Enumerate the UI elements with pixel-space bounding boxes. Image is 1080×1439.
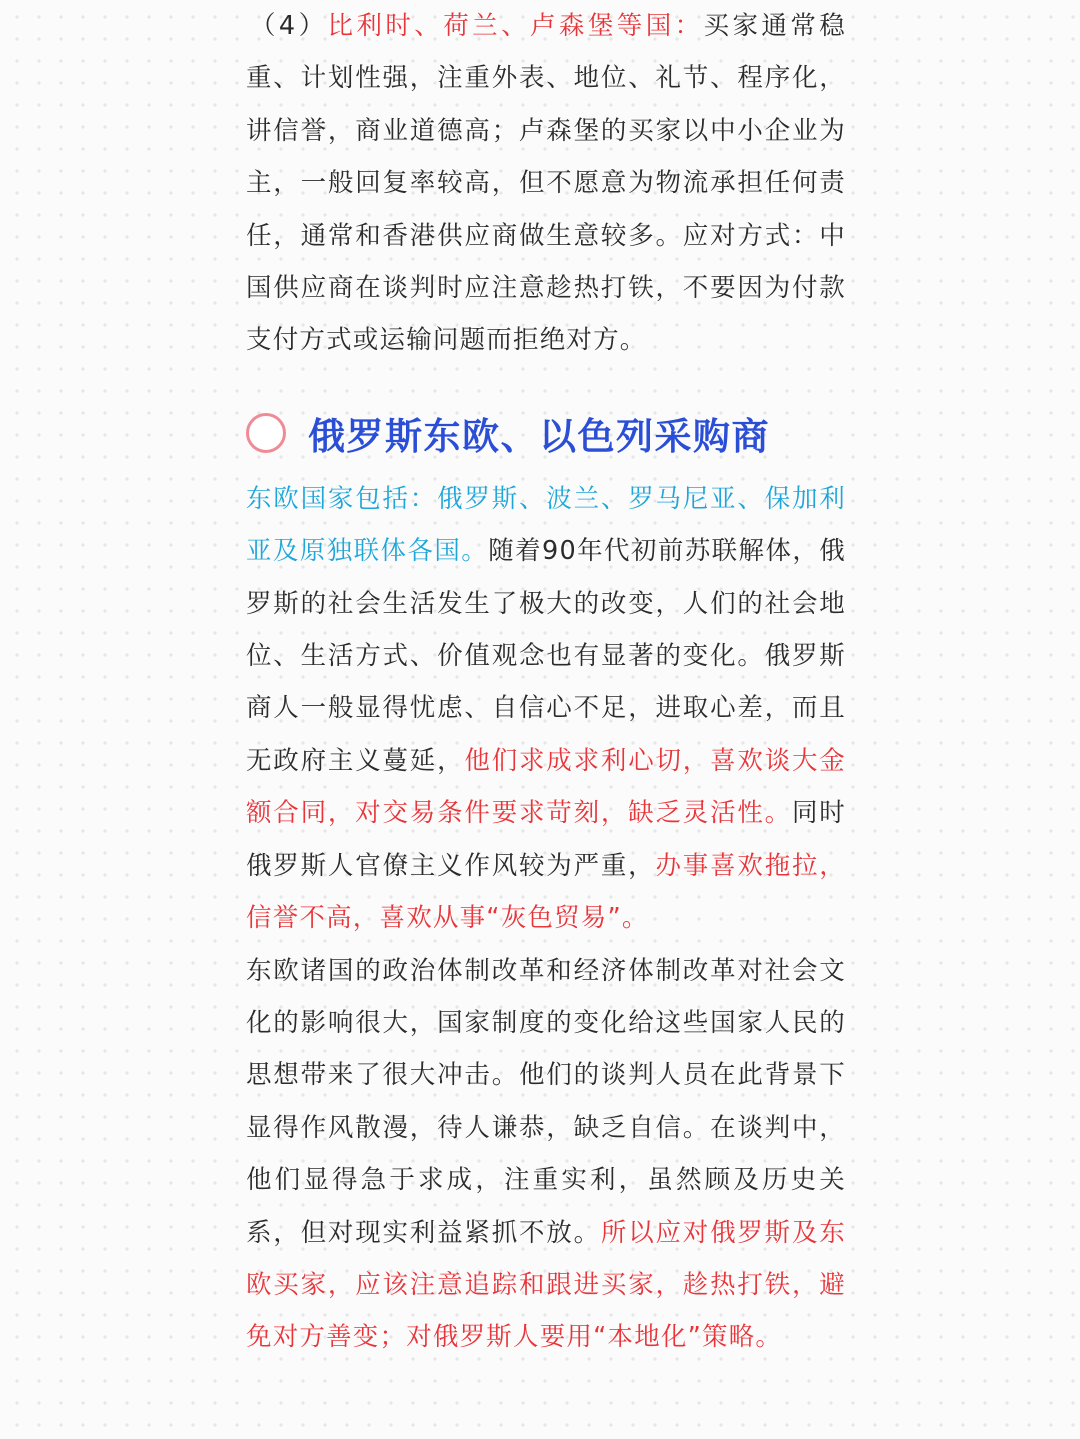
paragraph-eastern-europe xyxy=(246,473,846,945)
paragraph-text: 随着90年代初前苏联解体，俄罗斯的社会生活发生了极大的改变，人们的社会地位、生活方式、价值观念也有显著的变化。俄罗斯商人一般显得忧虑、自信心不足，进取心差，而且无政府主义蔓延， xyxy=(246,536,846,776)
highlight-text: 所以应对俄罗斯及东欧买家，应该注意追踪和跟进买家，趁热打铁，避免对方善变；对俄罗斯人要用“本地化”策略。 xyxy=(246,1217,846,1353)
highlight-text: 办事喜欢拖拉，信誉不高，喜欢从事“灰色贸易”。 xyxy=(246,850,846,934)
highlight-text: 他们求成求利心切，喜欢谈大金额合同，对交易条件要求苛刻，缺乏灵活性。 xyxy=(246,745,846,829)
highlight-countries: 比利时、荷兰、卢森堡等国： xyxy=(327,11,704,41)
paragraph-text: 同时俄罗斯人官僚主义作风较为严重， xyxy=(246,798,846,881)
section-heading xyxy=(246,403,846,463)
highlight-countries-list: 东欧国家包括：俄罗斯、波兰、罗马尼亚、保加利亚及原独联体各国。 xyxy=(246,483,846,567)
section-title: 俄罗斯东欧、以色列采购商 xyxy=(308,414,770,458)
paragraph-political-reform xyxy=(246,945,846,1364)
item-number: （4） xyxy=(250,11,328,41)
paragraph-benelux xyxy=(246,0,846,367)
article-content xyxy=(246,0,846,1364)
circle-outline-icon xyxy=(246,413,286,453)
paragraph-text: 东欧诸国的政治体制改革和经济体制改革对社会文化的影响很大，国家制度的变化给这些国家人民的思想带来了很大冲击。他们的谈判人员在此背景下显得作风散漫，待人谦恭，缺乏自信。在谈判中，他们显得急于求成，注重实利，虽然顾及历史关系，但对现实利益紧抓不放。 xyxy=(246,955,846,1248)
paragraph-text: 买家通常稳重、计划性强，注重外表、地位、礼节、程序化，讲信誉，商业道德高；卢森堡的买家以中小企业为主，一般回复率较高，但不愿意为物流承担任何责任，通常和香港供应商做生意较多。应对方式：中国供应商在谈判时应注意趁热打铁，不要因为付款支付方式或运输问题而拒绝对方。 xyxy=(246,11,846,356)
